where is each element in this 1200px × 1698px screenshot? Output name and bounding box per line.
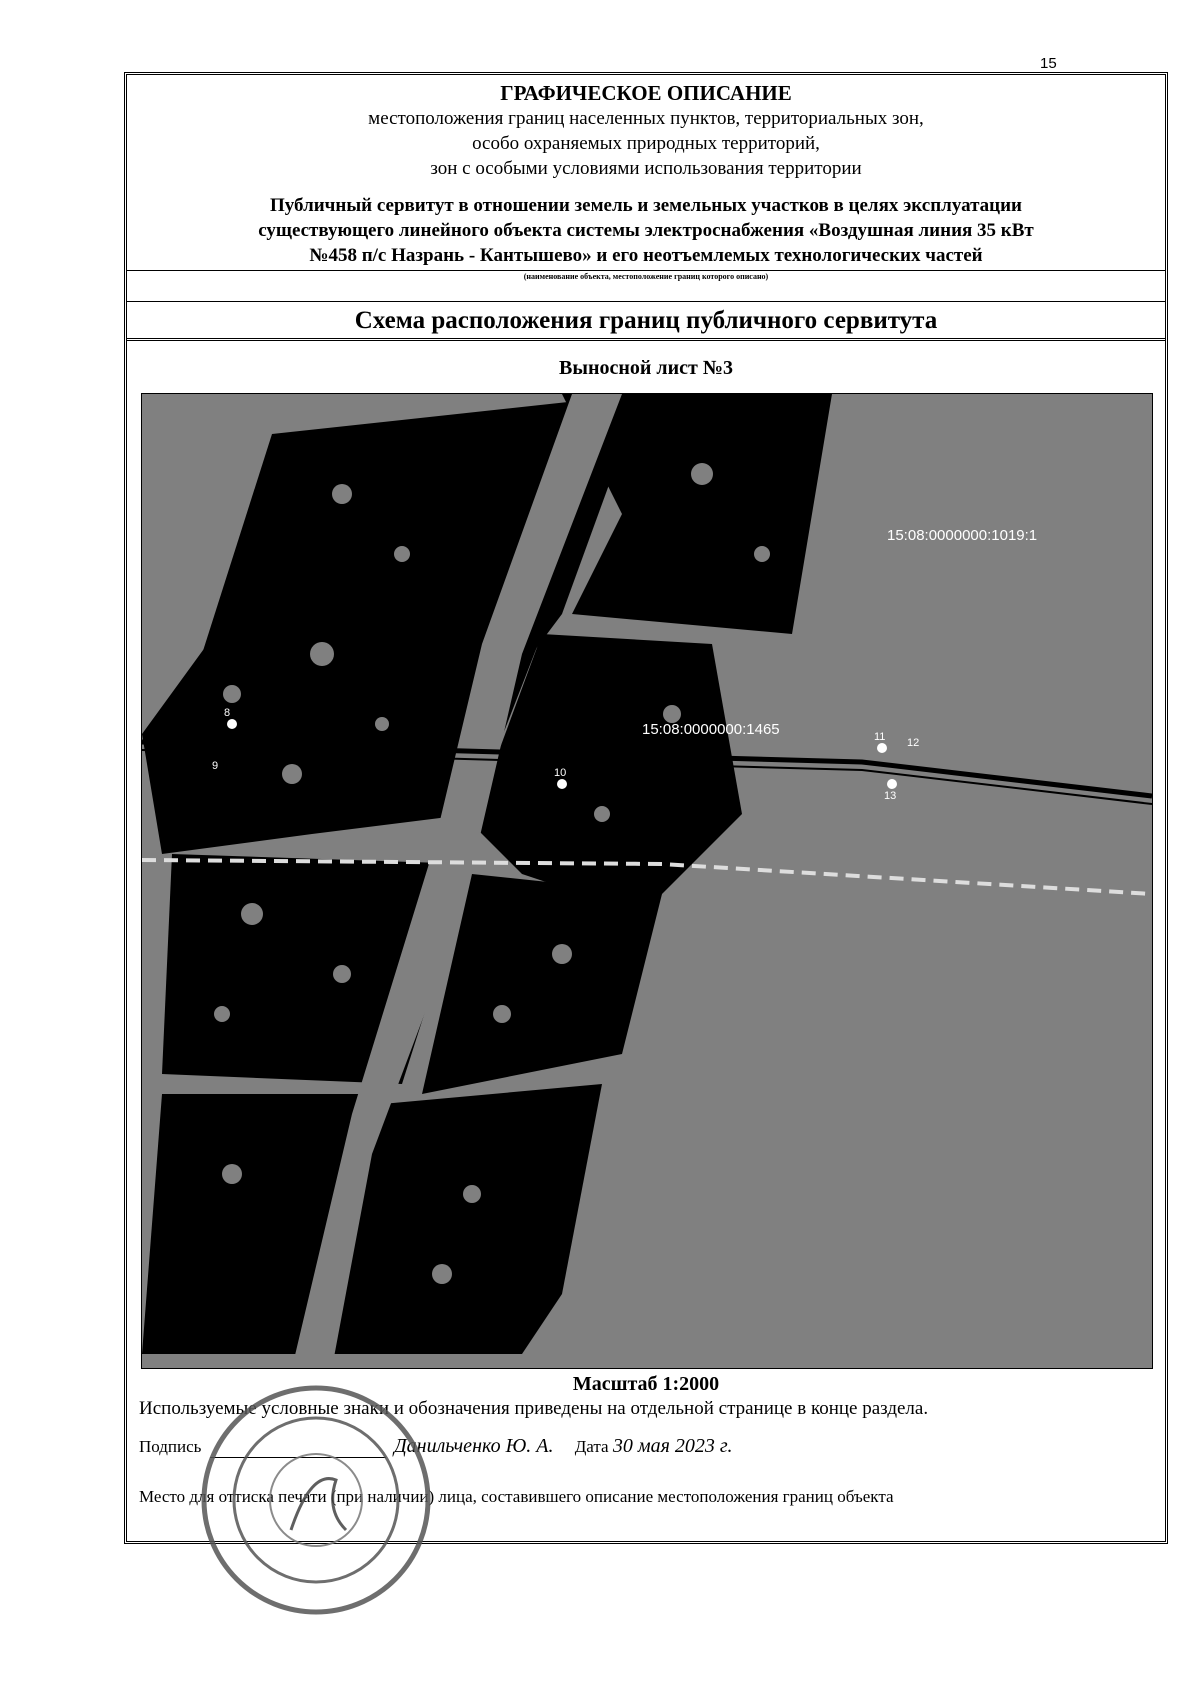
signature-label: Подпись (139, 1437, 202, 1456)
point-marker (227, 719, 237, 729)
legend-note: Используемые условные знаки и обозначения приведены на отдельной странице в конце раздела. (139, 1398, 929, 1419)
object-line: существующего линейного объекта системы электроснабжения «Воздушная линия 35 кВт (258, 220, 1034, 241)
map-svg (142, 394, 1152, 1368)
doc-title: ГРАФИЧЕСКОЕ ОПИСАНИЕ (500, 81, 792, 105)
point-label: 10 (554, 767, 567, 779)
sub-line: особо охраняемых природных территорий, (472, 133, 820, 154)
scale-label: Масштаб 1:2000 (572, 1373, 720, 1395)
point-marker (557, 779, 567, 789)
cadastral-label: 15:08:0000000:1465 (642, 721, 780, 738)
header-section (127, 75, 1165, 271)
point-label: 8 (224, 707, 231, 719)
page-number: 15 (1040, 55, 1057, 72)
point-marker (887, 779, 897, 789)
object-line: №458 п/с Назрань - Кантышево» и его неотъемлемых технологических частей (309, 245, 983, 266)
object-line: Публичный сервитут в отношении земель и земельных участков в целях эксплуатации (270, 195, 1022, 216)
object-caption: (наименование объекта, местоположение границ которого описано) (523, 272, 769, 281)
point-marker (877, 743, 887, 753)
signer-name: Данильченко Ю. А. (393, 1435, 554, 1457)
date-label: Дата (574, 1437, 609, 1456)
map-image (141, 393, 1153, 1369)
point-label: 13 (884, 790, 897, 802)
signature-date: 30 мая 2023 г. (612, 1435, 733, 1457)
cadastral-label: 15:08:0000000:1019:1 (887, 527, 1038, 544)
divider (127, 338, 1165, 341)
point-label: 11 (874, 731, 886, 743)
point-label: 12 (907, 737, 920, 749)
sub-line: зон с особыми условиями использования территории (430, 158, 862, 179)
point-label: 9 (212, 760, 219, 772)
divider (127, 301, 1165, 302)
document-frame (124, 72, 1168, 1544)
round-stamp (196, 1380, 436, 1620)
sheet-title: Выносной лист №3 (559, 357, 733, 379)
scheme-title: Схема расположения границ публичного сервитута (354, 307, 938, 334)
stamp-place-label: Место для оттиска печати (при наличии) лица, составившего описание местоположения границ объекта (139, 1487, 894, 1506)
sub-line: местоположения границ населенных пунктов, территориальных зон, (368, 108, 924, 129)
